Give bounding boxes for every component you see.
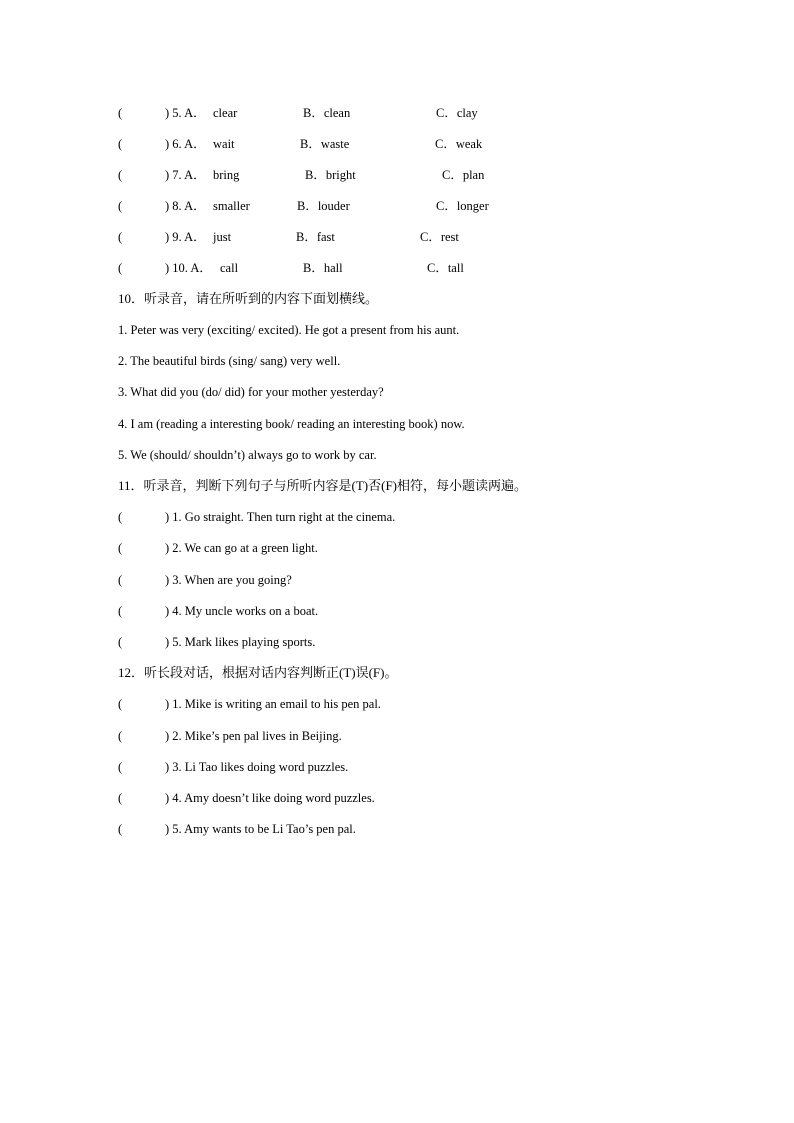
option-c: C．plan — [442, 168, 485, 182]
answer-bracket-open: ( — [118, 230, 123, 244]
answer-bracket-open: ( — [118, 729, 123, 743]
statement-text: ) 3. Li Tao likes doing word puzzles. — [165, 760, 349, 774]
option-a: wait — [213, 137, 235, 151]
answer-bracket-open: ( — [118, 168, 123, 182]
section-12-heading: 12．听长段对话，根据对话内容判断正(T)误(F)。 — [118, 665, 398, 680]
answer-bracket-open: ( — [118, 510, 123, 524]
option-c: C．weak — [435, 137, 483, 151]
answer-bracket-open: ( — [118, 106, 123, 120]
statement-text: ) 2. We can go at a green light. — [165, 541, 318, 555]
option-a: clear — [213, 106, 238, 120]
sentence-item: 5. We (should/ shouldn’t) always go to work by car. — [118, 448, 377, 462]
statement-text: ) 4. Amy doesn’t like doing word puzzles. — [165, 791, 375, 805]
answer-bracket-open: ( — [118, 760, 123, 774]
option-c: C．tall — [427, 261, 464, 275]
sentence-item: 1. Peter was very (exciting/ excited). He got a present from his aunt. — [118, 323, 460, 337]
statement-text: ) 4. My uncle works on a boat. — [165, 604, 319, 618]
answer-bracket-open: ( — [118, 604, 123, 618]
section-11-heading: 11．听录音，判断下列句子与所听内容是(T)否(F)相符，每小题读两遍。 — [118, 478, 528, 493]
question-number: ) 9. A． — [165, 230, 206, 244]
answer-bracket-open: ( — [118, 137, 123, 151]
option-a: smaller — [213, 199, 250, 213]
answer-bracket-open: ( — [118, 199, 123, 213]
option-b: B．hall — [303, 261, 343, 275]
option-b: B．clean — [303, 106, 351, 120]
sentence-item: 2. The beautiful birds (sing/ sang) very well. — [118, 354, 341, 368]
answer-bracket-open: ( — [118, 822, 123, 836]
question-number: ) 8. A． — [165, 199, 206, 213]
option-a: call — [220, 261, 239, 275]
sentence-item: 4. I am (reading a interesting book/ reading an interesting book) now. — [118, 417, 465, 431]
option-c: C．longer — [436, 199, 489, 213]
question-number: ) 7. A． — [165, 168, 206, 182]
question-number: ) 10. A． — [165, 261, 212, 275]
option-a: bring — [213, 168, 240, 182]
sentence-item: 3. What did you (do/ did) for your mother yesterday? — [118, 385, 384, 399]
question-number: ) 5. A． — [165, 106, 206, 120]
option-b: B．bright — [305, 168, 356, 182]
statement-text: ) 1. Mike is writing an email to his pen pal. — [165, 697, 381, 711]
section-10-heading: 10．听录音，请在所听到的内容下面划横线。 — [118, 291, 379, 306]
answer-bracket-open: ( — [118, 573, 123, 587]
statement-text: ) 5. Mark likes playing sports. — [165, 635, 316, 649]
option-a: just — [213, 230, 232, 244]
statement-text: ) 1. Go straight. Then turn right at the cinema. — [165, 510, 396, 524]
statement-text: ) 2. Mike’s pen pal lives in Beijing. — [165, 729, 342, 743]
answer-bracket-open: ( — [118, 635, 123, 649]
option-b: B．fast — [296, 230, 335, 244]
answer-bracket-open: ( — [118, 791, 123, 805]
statement-text: ) 3. When are you going? — [165, 573, 292, 587]
option-b: B．louder — [297, 199, 350, 213]
answer-bracket-open: ( — [118, 541, 123, 555]
answer-bracket-open: ( — [118, 261, 123, 275]
question-number: ) 6. A． — [165, 137, 206, 151]
option-b: B．waste — [300, 137, 350, 151]
statement-text: ) 5. Amy wants to be Li Tao’s pen pal. — [165, 822, 356, 836]
answer-bracket-open: ( — [118, 697, 123, 711]
option-c: C．clay — [436, 106, 478, 120]
option-c: C．rest — [420, 230, 459, 244]
